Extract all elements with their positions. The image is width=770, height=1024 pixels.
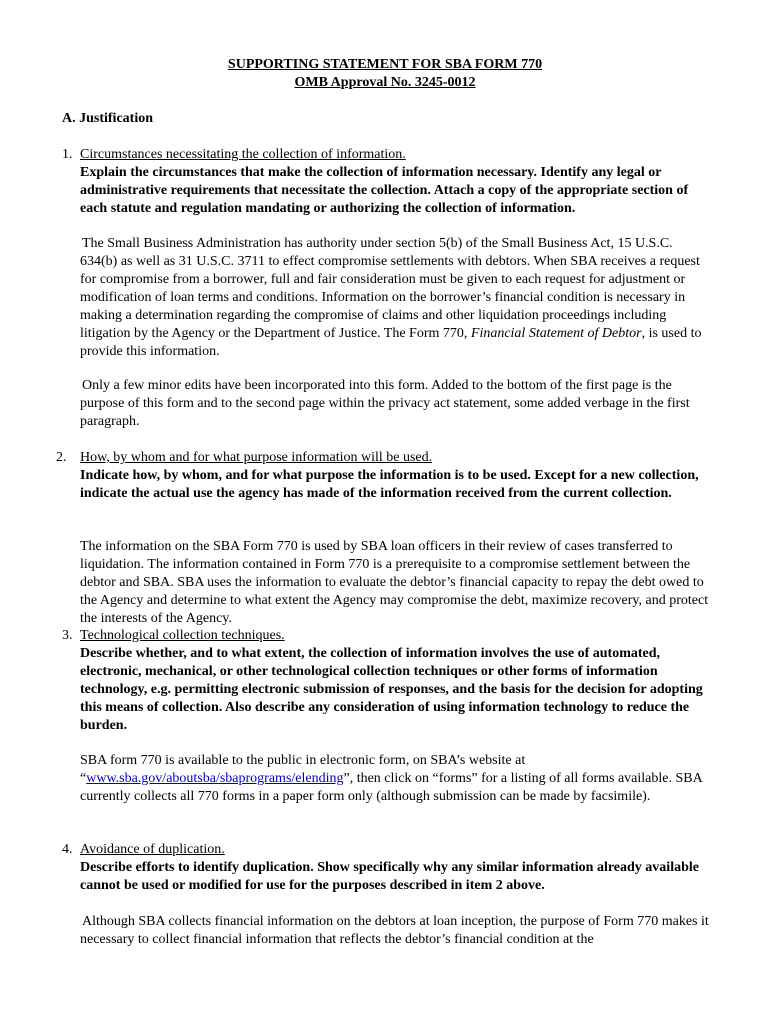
item-heading: Avoidance of duplication. [80, 842, 225, 857]
title-line-1: SUPPORTING STATEMENT FOR SBA FORM 770 [227, 57, 543, 72]
paragraph-2a: The information on the SBA Form 770 is used by SBA loan officers in their review of cases transferred to liquidation. The information contained in Form 770 is a prerequisite to a compromise settlement between the debtor and SBA. SBA uses the information to evaluate the debtor’s financial capacity to repay the debt owed to the Agency and determine to what extent the Agency may compromise the debt, maximize recovery, and protect the interests of the Agency. [80, 539, 709, 626]
paragraph-1a: The Small Business Administration has authority under section 5(b) of the Small Business Act, 15 U.S.C. 634(b) as well as 31 U.S.C. 3711 to effect compromise settlements with debtors. When SBA receives a request for compromise from a borrower, full and fair consideration must be given to each request for adjustment or modification of loan terms and conditions. Information on the borrower’s financial condition is necessary in making a determination regarding the compromise of claims and other liquidation proceedings including litigation by the Agency or the Department of Justice. The Form 770, Financial Statement of Debtor, is used to provide this information. [80, 236, 702, 359]
item-number: 1. [62, 147, 73, 162]
section-heading: A. Justification [62, 111, 153, 126]
item-number: 4. [62, 842, 73, 857]
item-prompt: Describe whether, and to what extent, the collection of information involves the use of automated, electronic, mechanical, or other technological collection techniques or other forms of information technology, e.g. permitting electronic submission of responses, and the basis for the decision for adopting this means of collection. Also describe any consideration of using information technology to reduce the burden. [80, 646, 703, 733]
title-line-2: OMB Approval No. 3245-0012 [294, 75, 476, 90]
item-number: 3. [62, 628, 73, 643]
item-heading: Circumstances necessitating the collection of information. [80, 147, 406, 162]
item-heading: Technological collection techniques. [80, 628, 285, 643]
paragraph-3a: SBA form 770 is available to the public in electronic form, on SBA’s website at “www.sba.gov/aboutsba/sbaprograms/elending”, then click on “forms” for a listing of all forms available. SBA currently collects all 770 forms in a paper form only (although submission can be made by facsimile). [80, 753, 702, 804]
item-prompt: Describe efforts to identify duplication. Show specifically why any similar information already available cannot be used or modified for use for the purposes described in item 2 above. [80, 860, 699, 893]
item-1 [62, 146, 712, 218]
item-2 [56, 449, 716, 503]
item-4 [62, 841, 712, 895]
paragraph-1b: Only a few minor edits have been incorporated into this form. Added to the bottom of the first page is the purpose of this form and to the second page within the privacy act statement, some added verbage in the first paragraph. [80, 378, 690, 429]
paragraph-4a: Although SBA collects financial information on the debtors at loan inception, the purpose of Form 770 makes it necessary to collect financial information that reflects the debtor’s financial condition at the [80, 914, 709, 947]
item-heading: How, by whom and for what purpose information will be used. [80, 450, 433, 465]
item-3 [62, 627, 712, 735]
item-prompt: Explain the circumstances that make the collection of information necessary. Identify any legal or administrative requirements that necessitate the collection. Attach a copy of the appropriate section of each statute and regulation mandating or authorizing the collection of information. [80, 165, 689, 216]
form-title-italic: Financial Statement of Debtor [470, 326, 642, 341]
item-prompt: Indicate how, by whom, and for what purpose the information is to be used. Except for a new collection, indicate the actual use the agency has made of the information received from the current collection. [80, 468, 699, 501]
item-number: 2. [56, 450, 67, 465]
document-title [0, 56, 770, 92]
sba-website-link[interactable]: www.sba.gov/aboutsba/sbaprograms/elending [86, 771, 344, 786]
